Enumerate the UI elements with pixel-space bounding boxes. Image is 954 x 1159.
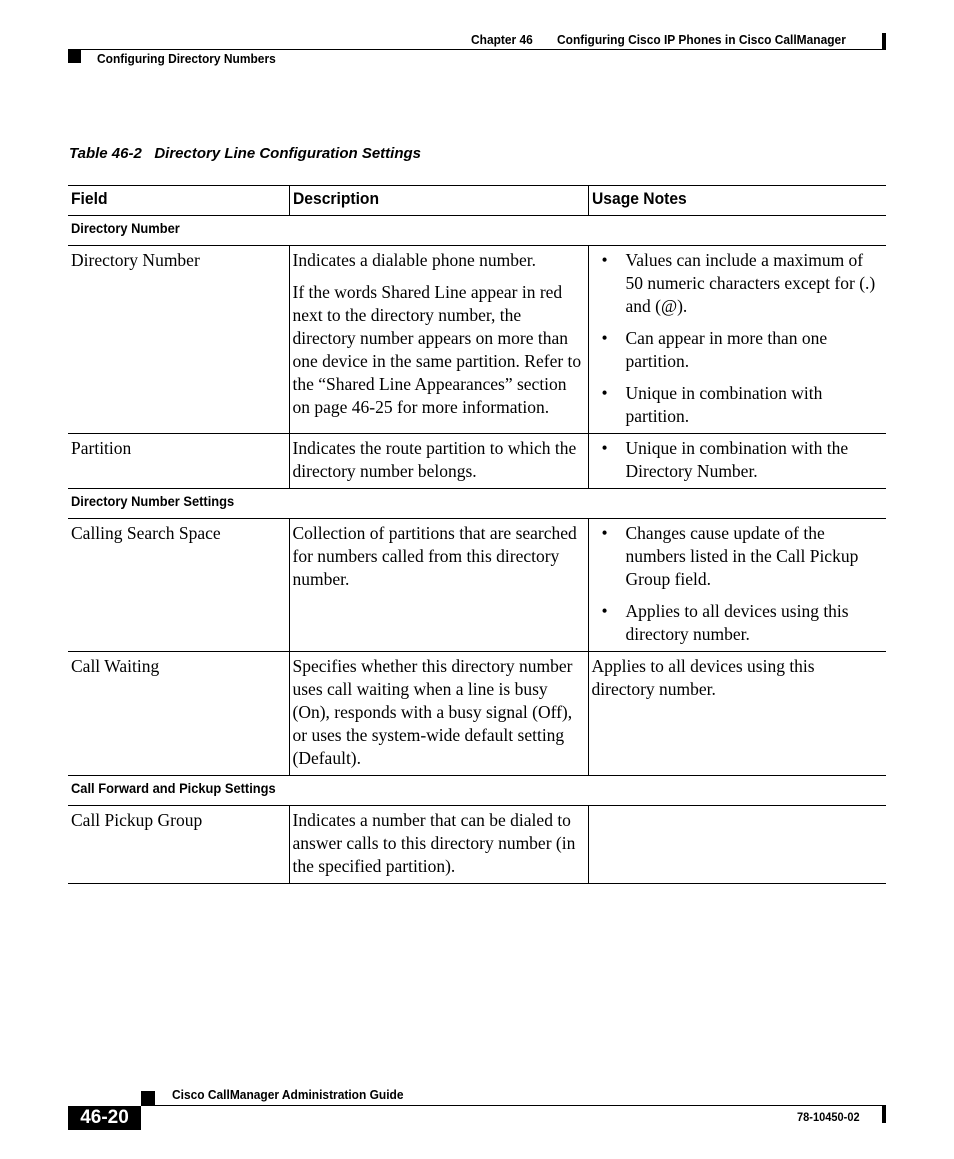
field-cell: Call Pickup Group (68, 806, 289, 884)
description-cell (289, 652, 588, 776)
usage-note-item: • Unique in combination with partition. (601, 383, 823, 426)
bullet-icon: • (601, 438, 608, 458)
header-right-bar (882, 33, 886, 50)
bullet-icon: • (601, 383, 608, 403)
usage-notes-list (592, 437, 883, 483)
column-header-usage-notes: Usage Notes (588, 186, 886, 216)
table-row (68, 519, 886, 652)
header-rule (68, 49, 886, 50)
description-cell (289, 519, 588, 652)
usage-notes-cell (588, 246, 886, 434)
usage-note-item: • Applies to all devices using this directory number. (601, 601, 849, 644)
bullet-icon: • (601, 523, 608, 543)
table-row (68, 246, 886, 434)
usage-notes-cell (588, 806, 886, 884)
usage-note-item: • Unique in combination with the Directory Number. (601, 438, 849, 481)
description-paragraph: If the words Shared Line appear in red next to the directory number, the directory number appears on more than one device in the same partition. Refer to the “Shared Line Appearances” section on page 46-25 for more information. (292, 282, 582, 417)
config-table (68, 185, 886, 884)
group-row (68, 776, 886, 806)
field-cell: Calling Search Space (68, 519, 289, 652)
table-row (68, 806, 886, 884)
header-square-marker (68, 50, 81, 63)
table-row (68, 434, 886, 489)
usage-note-item: • Values can include a maximum of 50 numeric characters except for (.) and (@). (601, 250, 876, 316)
table-caption: Table 46-2 Directory Line Configuration Settings (69, 145, 421, 162)
field-cell: Partition (68, 434, 289, 489)
bullet-icon: • (601, 250, 608, 270)
column-header-description: Description (289, 186, 588, 216)
footer-rule (141, 1105, 886, 1106)
usage-notes-cell (588, 434, 886, 489)
usage-notes-cell: Applies to all devices using this directory number. (588, 652, 886, 776)
usage-notes-list (592, 249, 883, 428)
footer-right-bar (882, 1106, 886, 1123)
usage-notes-list (592, 522, 883, 646)
header-chapter: Chapter 46 (471, 32, 533, 47)
usage-note-item: • Changes cause update of the numbers listed in the Call Pickup Group field. (601, 523, 859, 589)
group-title: Directory Number Settings (68, 489, 886, 519)
description-paragraph: Indicates a number that can be dialed to answer calls to this directory number (in the specified partition). (292, 810, 576, 876)
field-cell: Directory Number (68, 246, 289, 434)
description-cell (289, 806, 588, 884)
bullet-icon: • (601, 328, 608, 348)
table-header-row (68, 186, 886, 216)
footer-guide-title: Cisco CallManager Administration Guide (172, 1087, 404, 1102)
header-chapter-title: Configuring Cisco IP Phones in Cisco CallManager (557, 32, 846, 47)
table-row (68, 652, 886, 776)
group-title: Call Forward and Pickup Settings (68, 776, 886, 806)
group-row (68, 216, 886, 246)
usage-note-item: • Can appear in more than one partition. (601, 328, 828, 371)
description-paragraph: Indicates the route partition to which the directory number belongs. (292, 438, 577, 481)
doc-number: 78-10450-02 (797, 1110, 860, 1124)
page-number: 46-20 (80, 1107, 129, 1128)
column-header-field: Field (68, 186, 289, 216)
field-cell: Call Waiting (68, 652, 289, 776)
description-cell (289, 246, 588, 434)
description-cell (289, 434, 588, 489)
group-title: Directory Number (68, 216, 886, 246)
description-paragraph: Collection of partitions that are searched for numbers called from this directory number. (292, 523, 577, 589)
usage-notes-cell (588, 519, 886, 652)
group-row (68, 489, 886, 519)
header-section: Configuring Directory Numbers (97, 51, 276, 66)
bullet-icon: • (601, 601, 608, 621)
description-paragraph: Indicates a dialable phone number. (292, 250, 536, 270)
description-paragraph: Specifies whether this directory number uses call waiting when a line is busy (On), responds with a busy signal (Off), or uses the system-wide default setting (Default). (292, 656, 573, 768)
footer-square-marker (141, 1091, 155, 1105)
